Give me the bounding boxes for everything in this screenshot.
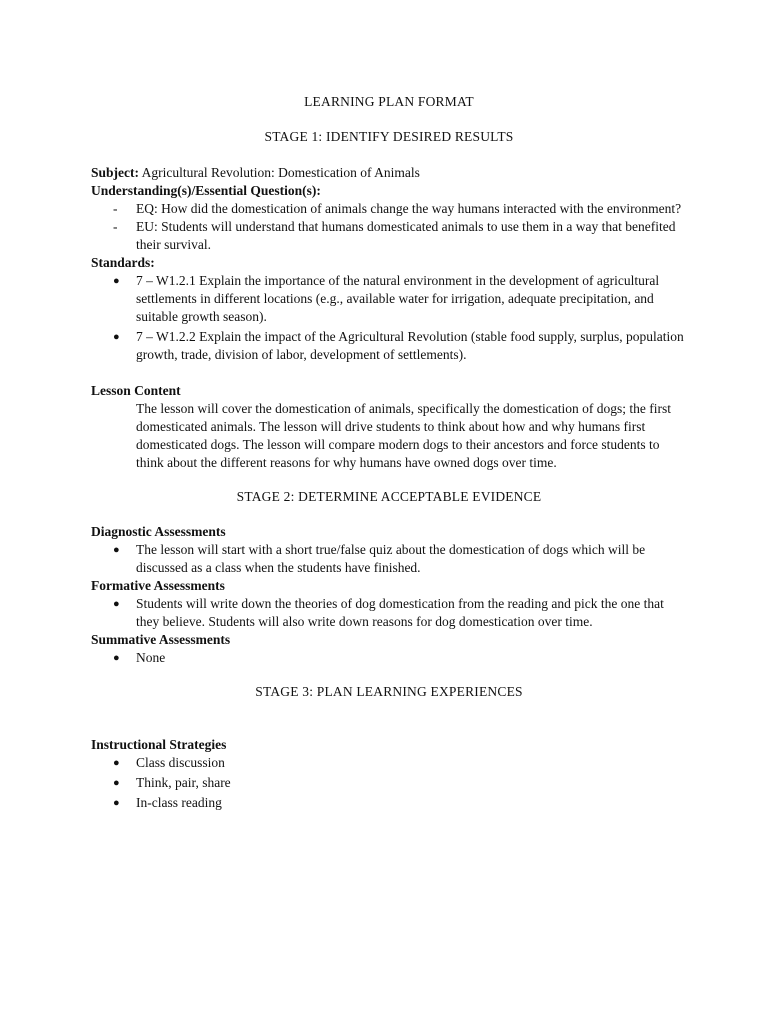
bullet-icon: ● [113,652,120,664]
list-item [91,794,687,812]
formative-list [91,595,687,631]
diagnostic-label: Diagnostic Assessments [91,524,226,539]
lesson-content-text: The lesson will cover the domestication of animals, specifically the domestication of dogs; the first domesticated animals. The lesson will drive students to think about how and why humans first domesticated dogs. The lesson will compare modern dogs to their ancestors and force students to think about the different reasons for why humans have owned dogs over time. [136,401,671,470]
lesson-content-label: Lesson Content [91,383,181,398]
list-item [91,595,687,631]
bullet-icon: ● [113,331,120,343]
list-item-text: None [136,650,166,665]
understandings-list [91,200,687,254]
summative-label: Summative Assessments [91,632,231,647]
list-item-text: 7 – W1.2.2 Explain the impact of the Agricultural Revolution (stable food supply, surplus, population growth, trade, division of labor, development of settlements). [136,329,684,362]
list-item [91,541,687,577]
subject-line [91,164,687,182]
standards-list [91,272,687,364]
list-item [91,328,687,364]
diagnostic-list [91,541,687,577]
list-item [91,774,687,792]
document-title: LEARNING PLAN FORMAT [304,94,474,109]
strategies-label: Instructional Strategies [91,737,227,752]
bullet-icon: ● [113,275,120,287]
list-item [91,272,687,326]
bullet-icon: ● [113,777,120,789]
list-item-text: Students will write down the theories of dog domestication from the reading and pick the one that they believe. Students will also write down reasons for dog domestication over time. [136,596,664,629]
list-item-text: Think, pair, share [136,775,231,790]
stage2-heading: STAGE 2: DETERMINE ACCEPTABLE EVIDENCE [236,489,542,504]
bullet-icon: ● [113,797,120,809]
list-item-text: The lesson will start with a short true/false quiz about the domestication of dogs which will be discussed as a class when the students have finished. [136,542,646,575]
standards-label: Standards: [91,255,155,270]
list-item [91,649,687,667]
bullet-icon: ● [113,757,120,769]
dash-marker: - [113,219,118,234]
summative-list [91,649,687,667]
list-item-text: EQ: How did the domestication of animals change the way humans interacted with the environment? [136,201,682,216]
list-item [91,218,687,254]
list-item-text: EU: Students will understand that humans domesticated animals to use them in a way that benefited their survival. [136,219,676,252]
stage3-heading: STAGE 3: PLAN LEARNING EXPERIENCES [255,684,523,699]
bullet-icon: ● [113,598,120,610]
list-item [91,200,687,218]
list-item-text: 7 – W1.2.1 Explain the importance of the natural environment in the development of agricultural settlements in different locations (e.g., available water for irrigation, adequate precipitation, and suitable growth season). [136,273,660,324]
list-item [91,754,687,772]
understandings-label: Understanding(s)/Essential Question(s): [91,183,321,198]
stage1-heading: STAGE 1: IDENTIFY DESIRED RESULTS [264,129,514,144]
formative-label: Formative Assessments [91,578,225,593]
list-item-text: In-class reading [136,795,222,810]
list-item-text: Class discussion [136,755,225,770]
document-page [91,93,687,814]
subject-label: Subject: [91,165,139,180]
dash-marker: - [113,201,118,216]
subject-value: Agricultural Revolution: Domestication of Animals [139,165,420,180]
bullet-icon: ● [113,544,120,556]
strategies-list [91,754,687,812]
